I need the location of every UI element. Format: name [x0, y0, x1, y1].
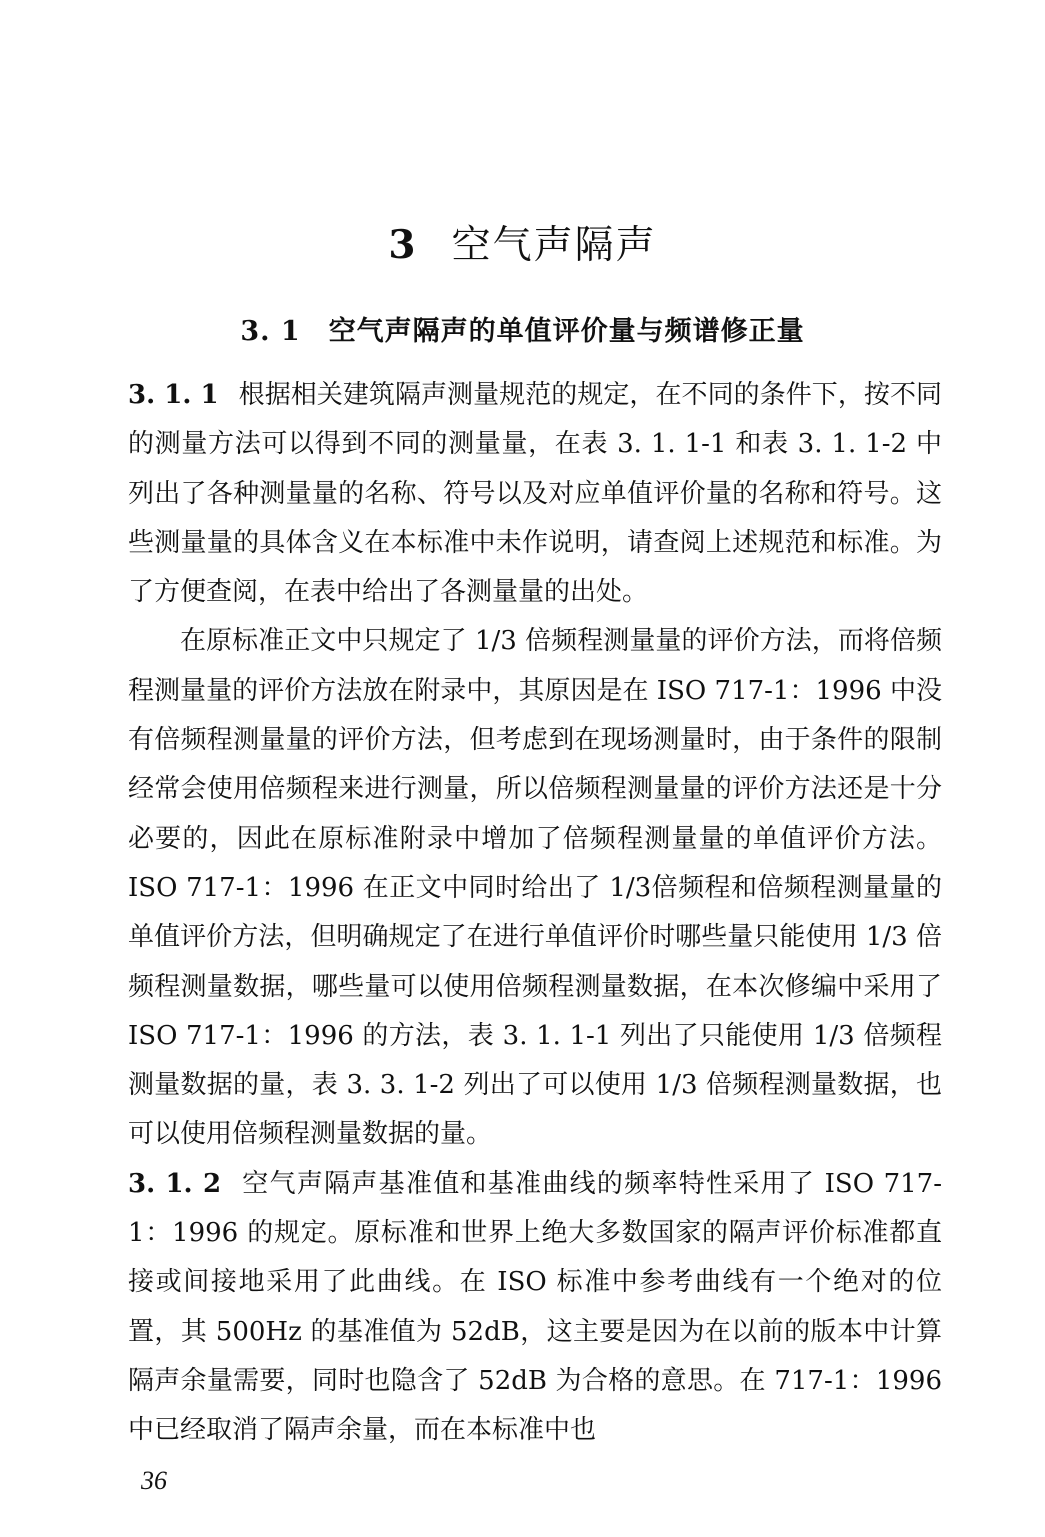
section-number: 3. 1 [240, 316, 301, 347]
paragraph-3-1-1 [128, 371, 942, 617]
paragraph-3-1-1-continued [128, 617, 942, 1159]
paragraph-text: 根据相关建筑隔声测量规范的规定，在不同的条件下，按不同的测量方法可以得到不同的测量量，在表 3. 1. 1-1 和表 3. 1. 1-2 中列出了各种测量量的名称、符号以及对应单值评价量的名称和符号。这些测量量的具体含义在本标准中未作说明，请查阅上述规范和标准。为了方便查阅，在表中给出了各测量量的出处。 [128, 380, 942, 608]
paragraph-text: 在原标准正文中只规定了 1/3 倍频程测量量的评价方法，而将倍频程测量量的评价方法放在附录中，其原因是在 ISO 717-1：1996 中没有倍频程测量量的评价方法，但考虑到在现场测量时，由于条件的限制经常会使用倍频程来进行测量，所以倍频程测量量的评价方法还是十分必要的，因此在原标准附录中增加了倍频程测量量的单值评价方法。ISO 717-1：1996 在正文中同时给出了 1/3倍频程和倍频程测量量的单值评价方法，但明确规定了在进行单值评价时哪些量只能使用 1/3 倍频程测量数据，哪些量可以使用倍频程测量数据，在本次修编中采用了 ISO 717-1：1996 的方法，表 3. 1. 1-1 列出了只能使用 1/3 倍频程测量数据的量，表 3. 3. 1-2 列出了可以使用 1/3 倍频程测量数据，也可以使用倍频程测量数据的量。 [128, 626, 942, 1150]
section-title-text: 空气声隔声的单值评价量与频谱修正量 [328, 316, 805, 347]
paragraph-text: 空气声隔声基准值和基准曲线的频率特性采用了 ISO 717-1：1996 的规定。原标准和世界上绝大多数国家的隔声评价标准都直接或间接地采用了此曲线。在 ISO 标准中参考曲线有一个绝对的位置，其 500Hz 的基准值为 52dB，这主要是因为在以前的版本中计算隔声余量需要，同时也隐含了 52dB 为合格的意思。在 717-1：1996 中已经取消了隔声余量，而在本标准中也 [128, 1168, 942, 1446]
section-title [0, 315, 1045, 349]
body-text [128, 371, 942, 1456]
chapter-title-text: 空气声隔声 [451, 223, 657, 268]
chapter-number: 3 [388, 222, 418, 268]
chapter-title [0, 220, 1045, 271]
paragraph-3-1-2 [128, 1160, 942, 1456]
page-number: 36 [141, 1466, 167, 1495]
clause-number: 3. 1. 2 [128, 1168, 222, 1199]
clause-number: 3. 1. 1 [128, 380, 219, 410]
